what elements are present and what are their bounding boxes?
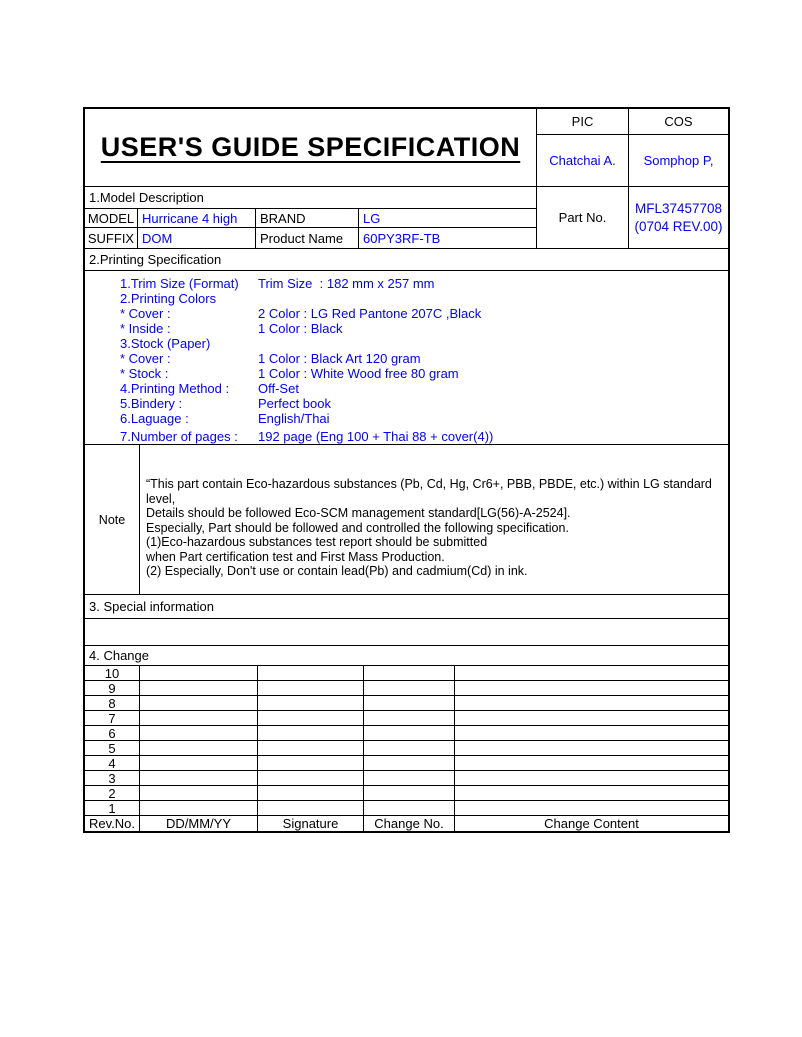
change-row [85, 666, 728, 681]
spec-sheet [83, 107, 730, 833]
rev-no: 7 [85, 711, 140, 725]
note-line: “This part contain Eco-hazardous substances (Pb, Cd, Hg, Cr6+, PBB, PBDE, etc.) within LG standard level, [146, 477, 712, 506]
change-row [85, 711, 728, 726]
rev-no: 3 [85, 771, 140, 785]
spec-line: 2.Printing Colors [120, 291, 217, 306]
suffix-label: SUFFIX [85, 228, 138, 248]
spec-line: 6.Laguage : English/Thai [120, 411, 330, 426]
date-header: DD/MM/YY [140, 816, 258, 831]
spec-line: * Cover : 1 Color : Black Art 120 gram [120, 351, 421, 366]
brand-value: LG [363, 210, 381, 226]
note-line: (1)Eco-hazardous substances test report should be submitted [146, 535, 488, 549]
spec-line: * Cover : 2 Color : LG Red Pantone 207C ,Black [120, 306, 482, 321]
spec-line: 5.Bindery : Perfect book [120, 396, 331, 411]
change-table [85, 666, 728, 816]
rev-no: 10 [85, 666, 140, 680]
spec-line: 7.Number of pages : 192 page (Eng 100 + Thai 88 + cover(4)) [120, 429, 494, 444]
change-table-header [85, 816, 728, 831]
spec-line: 4.Printing Method : Off-Set [120, 381, 299, 396]
change-row [85, 726, 728, 741]
model-label: MODEL [85, 209, 138, 228]
product-name-label: Product Name [256, 228, 359, 248]
model-description-section [85, 187, 728, 249]
printing-section-title: 2.Printing Specification [85, 249, 728, 271]
page-title: USER'S GUIDE SPECIFICATION [100, 132, 521, 162]
rev-no: 5 [85, 741, 140, 755]
spec-line: 3.Stock (Paper) [120, 336, 211, 351]
pic-name: Chatchai A. [549, 153, 616, 168]
cos-header: COS [629, 109, 728, 135]
rev-no: 2 [85, 786, 140, 800]
part-revision: (0704 REV.00) [634, 218, 723, 234]
part-no-label: Part No. [537, 187, 629, 248]
rev-no-header: Rev.No. [85, 816, 140, 831]
signature-header: Signature [258, 816, 364, 831]
product-name-value: 60PY3RF-TB [363, 230, 441, 246]
title-cell [85, 109, 537, 186]
change-row [85, 771, 728, 786]
model-value: Hurricane 4 high [138, 209, 256, 228]
change-content-header: Change Content [544, 816, 639, 831]
note-label: Note [85, 445, 140, 594]
header-section [85, 109, 728, 187]
special-info-empty-row [85, 619, 728, 646]
change-row [85, 696, 728, 711]
note-section [85, 445, 728, 595]
rev-no: 6 [85, 726, 140, 740]
cos-name: Somphop P, [643, 153, 714, 168]
note-line: when Part certification test and First Mass Production. [146, 549, 445, 564]
part-no-value [629, 187, 728, 248]
brand-label: BRAND [256, 209, 359, 228]
suffix-row [85, 228, 536, 248]
change-row [85, 681, 728, 696]
model-table [85, 187, 537, 248]
pic-header: PIC [537, 109, 628, 135]
cos-column [629, 109, 728, 186]
change-row [85, 741, 728, 756]
change-section-title: 4. Change [85, 646, 728, 666]
change-row [85, 801, 728, 816]
rev-no: 1 [85, 801, 140, 815]
note-line: Details should be followed Eco-SCM management standard[LG(56)-A-2524]. [146, 506, 571, 520]
part-number: MFL37457708 [634, 200, 723, 216]
suffix-value: DOM [138, 228, 256, 248]
special-info-title: 3. Special information [85, 595, 728, 619]
printing-spec-box [85, 271, 728, 445]
rev-no: 8 [85, 696, 140, 710]
rev-no: 4 [85, 756, 140, 770]
spec-line: * Inside : 1 Color : Black [120, 321, 343, 336]
pic-column [537, 109, 629, 186]
note-text [140, 445, 728, 594]
change-no-header: Change No. [364, 816, 455, 831]
rev-no: 9 [85, 681, 140, 695]
change-row [85, 756, 728, 771]
note-line: Especially, Part should be followed and controlled the following specification. [146, 520, 569, 535]
model-row [85, 209, 536, 229]
change-row [85, 786, 728, 801]
model-section-title: 1.Model Description [85, 187, 536, 209]
note-line: (2) Especially, Don't use or contain lead(Pb) and cadmium(Cd) in ink. [146, 564, 528, 578]
spec-line: * Stock : 1 Color : White Wood free 80 gram [120, 366, 459, 381]
spec-line: 1.Trim Size (Format) Trim Size : 182 mm x 257 mm [120, 276, 435, 291]
